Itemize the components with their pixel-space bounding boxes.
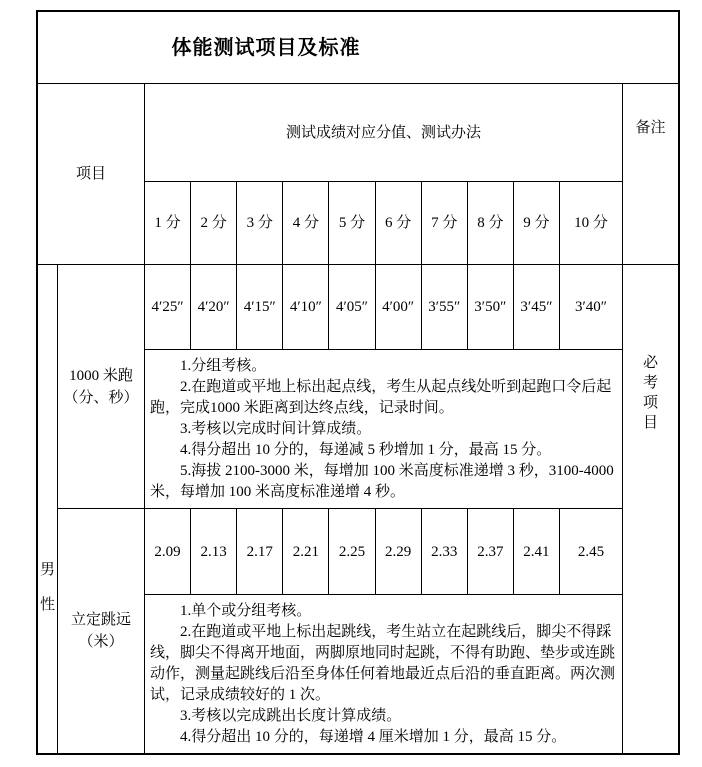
run-method-item-3: 3.考核以完成时间计算成绩。	[180, 421, 372, 437]
item-label-jump-line2: （米）	[78, 634, 124, 650]
item-label-run-line2: （分、秒）	[63, 389, 139, 406]
run-value-10: 3′40″	[560, 265, 623, 350]
run-method-item-1: 1.分组考核。	[180, 358, 267, 374]
score-header-6: 6 分	[376, 182, 422, 265]
jump-value-7: 2.33	[422, 509, 468, 595]
score-header-10: 10 分	[560, 182, 623, 265]
jump-value-4: 2.21	[283, 509, 329, 595]
jump-value-8: 2.37	[468, 509, 514, 595]
run-value-3: 4′15″	[237, 265, 283, 350]
jump-method-item-2: 2.在跑道或平地上标出起跳线，考生站立在起跳线后，脚尖不得踩线，脚尖不得离开地面，两脚原地同时起跳，不得有助跑、垫步或连跳动作，测量起跳线后沿至身体任何着地最近点后沿的垂直距离。两次测试，记录成绩较好的 1 次。	[150, 624, 616, 703]
score-header-2: 2 分	[191, 182, 237, 265]
remark-body	[623, 265, 678, 753]
run-value-1: 4′25″	[145, 265, 191, 350]
jump-method-description	[145, 595, 623, 753]
jump-value-1: 2.09	[145, 509, 191, 595]
run-value-6: 4′00″	[376, 265, 422, 350]
run-value-7: 3′55″	[422, 265, 468, 350]
score-header-9: 9 分	[514, 182, 560, 265]
jump-value-9: 2.41	[514, 509, 560, 595]
run-method-item-2: 2.在跑道或平地上标出起点线，考生从起点线处听到起跑口令后起跑，完成1000 米距离到达终点线，记录时间。	[150, 379, 612, 416]
score-header-4: 4 分	[283, 182, 329, 265]
score-header-5: 5 分	[329, 182, 375, 265]
jump-value-5: 2.25	[329, 509, 375, 595]
table-title: 体能测试项目及标准	[38, 12, 678, 84]
gender-label-text: 男性	[40, 562, 56, 613]
item-label-run	[58, 265, 145, 509]
item-label-run-line1: 1000 米跑	[69, 367, 133, 384]
run-method-item-5: 5.海拔 2100-3000 米，每增加 100 米高度标准递增 3 秒，3100-4000 米，每增加 100 米高度标准递增 4 秒。	[150, 463, 614, 500]
score-header-1: 1 分	[145, 182, 191, 265]
remark-body-text: 必考项目	[642, 355, 658, 431]
run-method-item-4: 4.得分超出 10 分的，每递减 5 秒增加 1 分，最高 15 分。	[180, 442, 552, 458]
jump-method-item-3: 3.考核以完成跳出长度计算成绩。	[180, 708, 402, 724]
fitness-test-table	[36, 10, 680, 755]
score-header-8: 8 分	[468, 182, 514, 265]
run-value-9: 3′45″	[514, 265, 560, 350]
column-header-method: 测试成绩对应分值、测试办法	[145, 84, 623, 182]
gender-label	[38, 265, 58, 753]
run-value-4: 4′10″	[283, 265, 329, 350]
jump-method-item-1: 1.单个或分组考核。	[180, 603, 312, 619]
run-value-8: 3′50″	[468, 265, 514, 350]
column-header-remark: 备注	[623, 84, 678, 265]
jump-value-3: 2.17	[237, 509, 283, 595]
jump-value-2: 2.13	[191, 509, 237, 595]
run-value-2: 4′20″	[191, 265, 237, 350]
item-label-jump	[58, 509, 145, 753]
jump-value-6: 2.29	[376, 509, 422, 595]
run-value-5: 4′05″	[329, 265, 375, 350]
jump-value-10: 2.45	[560, 509, 623, 595]
column-header-item: 项目	[38, 84, 145, 265]
score-header-7: 7 分	[422, 182, 468, 265]
jump-method-item-4: 4.得分超出 10 分的，每递增 4 厘米增加 1 分，最高 15 分。	[180, 729, 567, 745]
score-header-3: 3 分	[237, 182, 283, 265]
run-method-description	[145, 350, 623, 509]
item-label-jump-line1: 立定跳远	[70, 612, 131, 628]
